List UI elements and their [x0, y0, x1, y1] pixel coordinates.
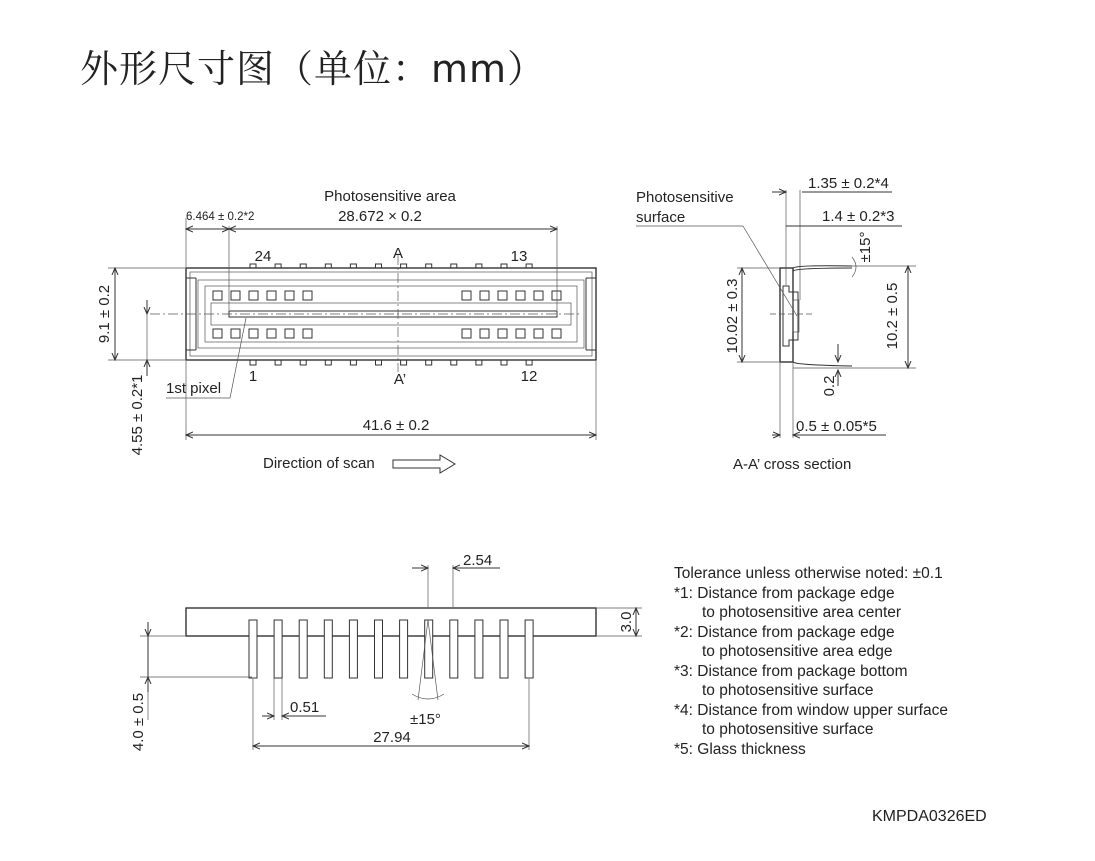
height-left-label: 10.02 ± 0.3: [724, 278, 741, 354]
note-1: *1: Distance from package edge: [674, 584, 895, 602]
bonding-pad: [516, 329, 525, 338]
bottom-pin: [376, 360, 382, 365]
bonding-pad: [231, 291, 240, 300]
bottom-pins: [250, 360, 532, 365]
side-lead: [299, 620, 307, 678]
bottom-pin: [476, 360, 482, 365]
side-lead: [525, 620, 533, 678]
note-4: *4: Distance from window upper surface: [674, 701, 948, 719]
pin-span-label: 27.94: [373, 729, 411, 746]
side-view-body: [186, 608, 596, 636]
cross-section-caption: A-A’ cross section: [733, 456, 852, 473]
side-lead: [324, 620, 332, 678]
photosensitive-area-label: Photosensitive area: [324, 188, 456, 205]
lead-thickness-label: 0.2: [821, 375, 838, 397]
pin-24-label: 24: [254, 248, 272, 265]
bottom-pin: [501, 360, 507, 365]
lead-length-label: 4.0 ± 0.5: [130, 692, 147, 752]
length-label: 41.6 ± 0.2: [362, 417, 430, 434]
side-angle-label: ±15°: [410, 711, 441, 728]
note-2-detail: to photosensitive area edge: [702, 643, 893, 660]
body-thickness-label: 3.0: [618, 611, 635, 633]
bonding-pad: [285, 291, 294, 300]
center-distance-label: 4.55 ± 0.2*1: [129, 374, 146, 456]
cross-section-body: [780, 268, 793, 362]
side-lead: [274, 620, 282, 678]
bottom-pin: [250, 360, 256, 365]
bottom-pin: [401, 360, 407, 365]
top-view: [96, 188, 596, 473]
bonding-pad: [303, 329, 312, 338]
bottom-pin: [451, 360, 457, 365]
side-lead: [349, 620, 357, 678]
pin-13-label: 13: [510, 248, 528, 265]
bonding-pad: [462, 291, 471, 300]
bonding-pad: [552, 329, 561, 338]
bonding-pad: [231, 329, 240, 338]
bonding-pad: [480, 329, 489, 338]
side-lead: [475, 620, 483, 678]
pin-1-label: 1: [248, 368, 258, 385]
note-3-detail: to photosensitive surface: [702, 682, 874, 699]
note-3: *3: Distance from package bottom: [674, 662, 908, 680]
bottom-pin: [426, 360, 432, 365]
section-a-prime-label: A’: [393, 371, 407, 388]
bonding-pad: [267, 291, 276, 300]
bonding-pad: [480, 291, 489, 300]
bottom-pin: [300, 360, 306, 365]
side-lead: [450, 620, 458, 678]
surface-label-2: surface: [636, 209, 686, 226]
side-lead: [249, 620, 257, 678]
glass-thickness-label: 0.5 ± 0.05*5: [796, 418, 877, 435]
side-lead: [500, 620, 508, 678]
side-view: [130, 552, 642, 751]
note-tolerance: Tolerance unless otherwise noted: ±0.1: [674, 565, 943, 582]
bottom-pin: [325, 360, 331, 365]
bonding-pad: [498, 291, 507, 300]
photosensitive-area-size: 28.672 × 0.2: [338, 208, 422, 225]
bottom-pin: [275, 360, 281, 365]
bottom-pin: [526, 360, 532, 365]
bonding-pad: [267, 329, 276, 338]
bonding-pad: [213, 291, 222, 300]
note-5: *5: Glass thickness: [674, 740, 806, 758]
cross-section-view: [636, 175, 916, 473]
bonding-pad: [462, 329, 471, 338]
tolerance-notes: [674, 564, 948, 759]
bottom-dimension-label: 1.4 ± 0.2*3: [822, 208, 895, 225]
first-pixel-label: 1st pixel: [166, 380, 222, 397]
bottom-pin: [350, 360, 356, 365]
bonding-pad: [249, 329, 258, 338]
bonding-pad: [534, 329, 543, 338]
section-a-label: A: [392, 245, 404, 262]
drawing-code: KMPDA0326ED: [872, 808, 987, 825]
bonding-pad: [285, 329, 294, 338]
pin-12-label: 12: [520, 368, 538, 385]
window-dimension-label: 1.35 ± 0.2*4: [808, 175, 889, 192]
side-lead: [375, 620, 383, 678]
side-lead: [400, 620, 408, 678]
lead-width-label: 0.51: [290, 699, 320, 716]
bonding-pad: [516, 291, 525, 300]
note-2: *2: Distance from package edge: [674, 623, 895, 641]
bonding-pad: [498, 329, 507, 338]
page-title: 外形尺寸图（单位：mm）: [80, 47, 547, 91]
edge-distance-label: 6.464 ± 0.2*2: [186, 211, 255, 223]
bonding-pad: [303, 291, 312, 300]
bonding-pad: [534, 291, 543, 300]
surface-label-1: Photosensitive: [636, 189, 734, 206]
scan-direction-label: Direction of scan: [263, 455, 375, 472]
scan-direction-arrow-icon: [393, 455, 455, 473]
note-4-detail: to photosensitive surface: [702, 721, 874, 738]
height-label: 9.1 ± 0.2: [96, 284, 113, 344]
pitch-label: 2.54: [463, 552, 493, 569]
bonding-pad: [213, 329, 222, 338]
lead-angle-label: ±15°: [857, 231, 874, 263]
height-right-label: 10.2 ± 0.5: [884, 282, 901, 350]
bonding-pad: [249, 291, 258, 300]
bonding-pad: [552, 291, 561, 300]
note-1-detail: to photosensitive area center: [702, 604, 902, 621]
